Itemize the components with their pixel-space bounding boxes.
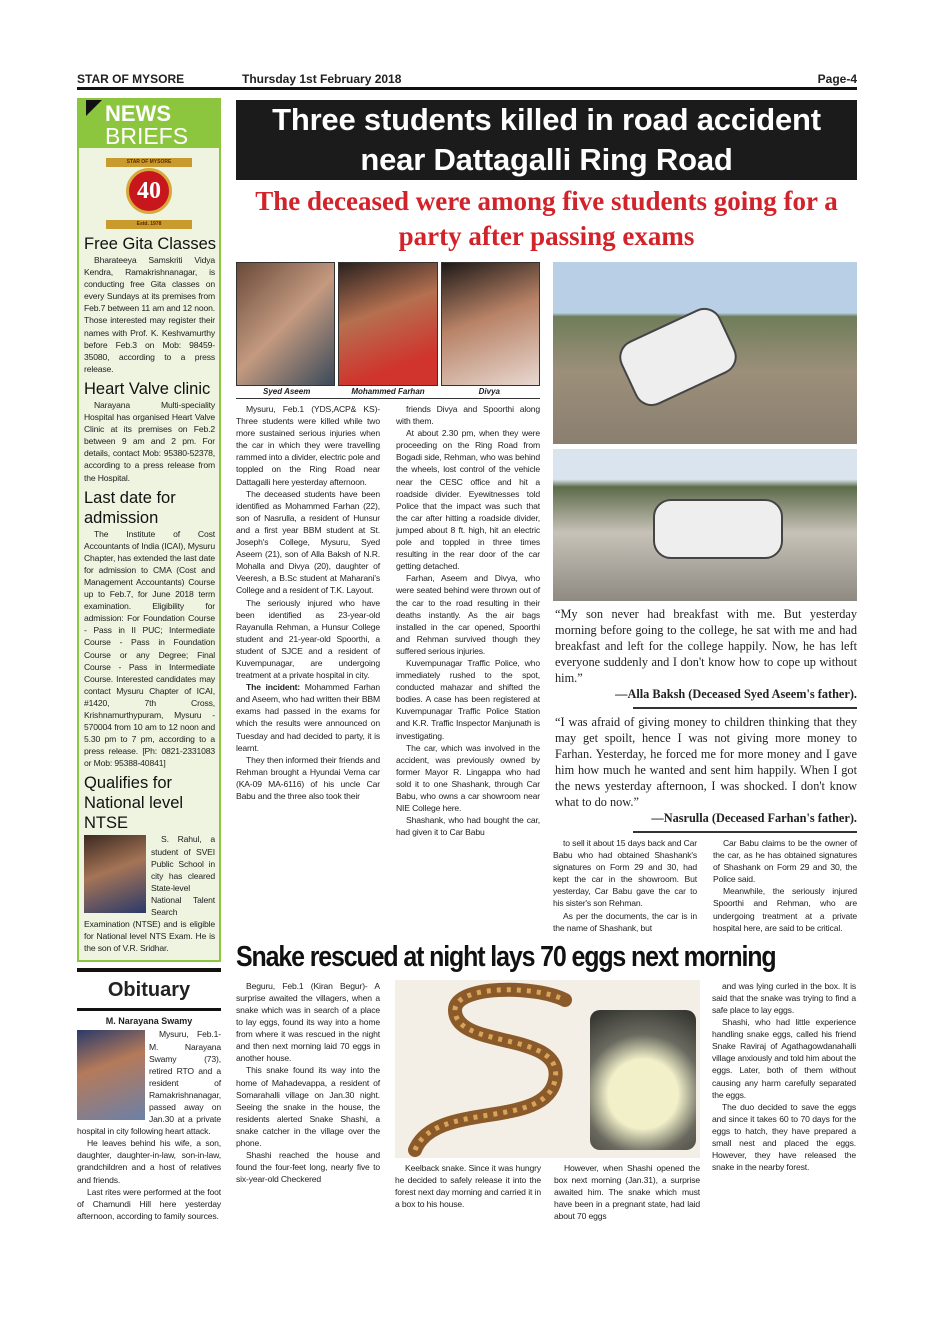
- paragraph: Beguru, Feb.1 (Kiran Begur)- A surprise awaited the villagers, when a snake which was in search of a place to lay eggs, found its way into a home from where it was rescued in the night and then next morning laid 70 eggs in another house.: [236, 980, 380, 1064]
- left-column: [77, 98, 221, 1222]
- paragraph: The car, which was involved in the accident, was previously owned by former Mayor R. Lingappa who had sold it to one Shashank, through Car Babu, who owns a car showroom near NIE College here.: [396, 742, 540, 814]
- snake-column-3: [554, 1162, 700, 1222]
- logo-ribbon-top: STAR OF MYSORE: [106, 158, 192, 167]
- brief-text: [79, 528, 219, 770]
- paragraph: S. Rahul, a student of SVEI Public School in city has cleared State-level National Talent Search Examination (NTSE) and is eligible for National level NTS Exam. He is the son of V.R. Sridhar.: [84, 834, 215, 954]
- brief-item: [79, 773, 219, 954]
- quote-text: “I was afraid of giving money to children thinking that they may get spoilt, hence I was not giving more money to Farhan. Yesterday, he forced me for more money and I gave him how much he wanted and sent him happily. When I got the news yesterday afternoon, I was shocked. I don't know what to do now.”: [555, 715, 857, 809]
- photo-mohammed-farhan: [338, 262, 437, 386]
- logo-ribbon-bottom: Estd. 1978: [106, 220, 192, 229]
- paragraph: [236, 681, 380, 754]
- caption: Syed Aseem: [263, 387, 311, 396]
- brief-item: [79, 234, 219, 375]
- caption: Divya: [478, 387, 500, 396]
- brief-title: Last date for admission: [84, 488, 176, 527]
- briefs-title-line2: BRIEFS: [105, 123, 189, 149]
- caption: Mohammed Farhan: [351, 387, 425, 396]
- photo-captions: [236, 386, 540, 399]
- paragraph: Mysuru, Feb.1- M. Narayana Swamy (73), retired RTO and a resident of Ramakrishnanagar, passed away on Jan.30 at a private hospital in city following heart attack.: [77, 1029, 221, 1137]
- main-content: [236, 100, 857, 1222]
- divider: [633, 831, 857, 833]
- accident-photo-2: [553, 449, 857, 601]
- paragraph: The duo decided to save the eggs and since it takes 60 to 70 days for the eggs to hatch, they have prepared a small nest and placed the eggs. However, they have released the snake in the nearby forest.: [712, 1101, 856, 1173]
- paragraph: Kuvempunagar Traffic Police, who immediately rushed to the spot, conducted mahazar and shifted the bodies. A case has been registered at Kuvempunagar Traffic Police Station and K.R. Traffic Inspector Manjunath is investigating.: [396, 657, 540, 741]
- quote-alla-baksh: [555, 606, 857, 702]
- brief-text: [79, 254, 219, 375]
- snake-photo: [395, 980, 700, 1158]
- paragraph: However, when Shashi opened the box next morning (Jan.31), a surprise awaited him. The snake which must have been in a pregnant state, had laid about 70 eggs: [554, 1162, 700, 1222]
- paragraph-lead: The incident:: [246, 682, 301, 693]
- student-photo: [84, 835, 146, 913]
- paragraph: friends Divya and Spoorthi along with them.: [396, 404, 540, 427]
- accident-article: [236, 262, 857, 934]
- main-subheadline: The deceased were among five students going for a party after passing exams: [255, 186, 838, 251]
- obituary-heading: Obituary: [77, 968, 221, 1011]
- paragraph: The seriously injured who have been identified as 23-year-old Rayanulla Rehman, a Hunsur College student and 21-year-old Spoorthi, a student of SJCE and a resident of Kuvempunagar, are undergoing treatment at a private hospital in city.: [236, 597, 380, 681]
- paragraph-text: Mohammed Farhan and Aseem, who had written their BBM exams had passed in the exams for which the results were announced on Tuesday and had decided to party, it is learnt.: [236, 682, 380, 753]
- logo-number: 40: [126, 168, 172, 214]
- brief-text: [79, 833, 219, 954]
- snake-column-1: [236, 980, 380, 1186]
- page-number: Page-4: [817, 72, 857, 86]
- brief-text: [79, 399, 219, 484]
- paragraph: Shashi, who had little experience handling snake eggs, called his friend Snake Raviraj of Agathagowdanahalli village anxiously and told him about the eggs. Later, both of them without causing any harm carefully separated the eggs.: [712, 1017, 857, 1100]
- news-briefs-header: [79, 100, 219, 148]
- paragraph: This snake found its way into the home of Mahadevappa, a resident of Somarahalli village on Jan.30 night. Seeing the snake in the house, the residents alerted Snake Shashi, a snake catcher in the village over the phone.: [236, 1065, 380, 1148]
- brief-item: [79, 379, 219, 484]
- snake-column-4: [712, 980, 856, 1174]
- paragraph: Last rites were performed at the foot of Chamundi Hill here yesterday afternoon, according to family sources.: [77, 1186, 221, 1221]
- snake-middle: [395, 980, 700, 1222]
- briefs-title-line1: NEWS: [105, 101, 171, 126]
- news-briefs-panel: [77, 98, 221, 962]
- corner-triangle-icon: [86, 100, 102, 116]
- snake-column-2: [395, 1162, 541, 1210]
- photo-divya: [441, 262, 540, 386]
- quote-attribution: —Nasrulla (Deceased Farhan's father).: [651, 811, 857, 825]
- snake-eggs-photo: [590, 1010, 696, 1150]
- briefs-list: [79, 234, 219, 954]
- paragraph: Meanwhile, the seriously injured Spoorthi and Rehman, who are undergoing treatment at a private hospital here, are said to be critical.: [713, 886, 857, 933]
- snake-headline-wrap: [236, 940, 857, 976]
- article-column-2: [396, 403, 540, 838]
- article-column-1: [236, 403, 380, 802]
- article-right: [553, 262, 857, 934]
- paragraph: to sell it about 15 days back and Car Babu who had obtained Shashank's signatures on Form 29 and 30, had kept the car in the showroom. But yesterday, Car Babu gave the car to his sister's son Rehman.: [553, 838, 697, 909]
- anniversary-logo: [106, 158, 192, 230]
- obituary-name: M. Narayana Swamy: [105, 1016, 193, 1027]
- paragraph: Narayana Multi-speciality Hospital has organised Heart Valve Clinic at its premises on Feb.2 between 9 am and 2 pm. For details, contact Mob: 95380-52378, according to a press release from the Hospital.: [84, 399, 215, 483]
- obituary-text: [77, 1028, 221, 1222]
- paragraph: At about 2.30 pm, when they were proceeding on the Ring Road from Bogadi side, Rehman, who was behind the wheels, lost control of the vehicle near the CESC office and hit a roadside divider. Eyewitnesses told Police that the impact was such that the car after hitting a roadside divider, jumped about 8 ft. high, hit an electric pole and toppled in three times resulting in the rear door of the car getting detached.: [396, 428, 540, 572]
- paragraph: They then informed their friends and Rehman brought a Hyundai Verna car (KA-09 MA-6116) of his uncle Car Babu and the three also took their: [236, 754, 380, 801]
- paragraph: Car Babu claims to be the owner of the car, as he has obtained signatures of Shashank on Form 29 and 30, the Police said.: [713, 838, 857, 885]
- article-left: [236, 262, 540, 838]
- paragraph: Shashi reached the house and found the four-feet long, nearly five to six-year-old Checkered: [236, 1150, 380, 1185]
- paragraph: The Institute of Cost Accountants of India (ICAI), Mysuru Chapter, has extended the last date for admission to CMA (Cost and Management Accountants) Course up to Feb.7, for June 2018 term examination. Eligibility for admission: For Foundation Course - Pass in II PUC; Intermediate Course - Pass in Foundation Course or any Degree; Final Course - Pass in Intermediate Course. Interested candidates may contact Mysuru Chapter of ICAI, #1420, 7th Cross, Krishnamurthypuram, Mysuru - 570004 from 10 am to 12 noon and 5.30 pm to 7 pm, according to a press release. [Ph: 0821-2331083 or Mob: 95388-40841]: [84, 528, 215, 769]
- quote-text: “My son never had breakfast with me. But yesterday morning before going to the college, he sat with me and had breakfast and left for the college happily. Now, he has left everyone suddenly and I don't know how to cope up without him.”: [555, 607, 857, 685]
- paragraph: He leaves behind his wife, a son, daughter, daughter-in-law, son-in-law, grandchildren and a host of relatives and friends.: [77, 1138, 221, 1185]
- paragraph: Keelback snake. Since it was hungry he decided to safely release it into the forest next day morning and carried it in a box to his house.: [395, 1162, 541, 1210]
- article-columns-right: [553, 837, 857, 934]
- paragraph: and was lying curled in the box. It is said that the snake was trying to find a safe place to lay eggs.: [712, 980, 856, 1015]
- snake-headline: Snake rescued at night lays 70 eggs next morning: [236, 940, 776, 973]
- snake-columns-middle: [395, 1162, 700, 1222]
- issue-date: Thursday 1st February 2018: [242, 72, 402, 86]
- obituary: [77, 1016, 221, 1222]
- masthead: [77, 72, 857, 90]
- paragraph: Farhan, Aseem and Divya, who were seated behind were thrown out of the car to the road resulting in their deaths instantly. As the air bags installed in the car opened, Spoorthi and Rehman survived though they suffered serious injuries.: [396, 573, 540, 656]
- obituary-photo: [77, 1030, 145, 1120]
- article-column-4: [713, 837, 857, 934]
- paragraph: The deceased students have been identified as Mohammed Farhan (22), son of Nasrulla, a resident of Hunsur and a first year BBM student at St. Joseph's College, Mysuru, Syed Aseem (21), son of Alla Baksh of N.R. Mohalla and Divya (20), daughter of Veeresh, a B.Sc student at Maharani's College and a resident of T.K. Layout.: [236, 488, 380, 596]
- brief-title: Heart Valve clinic: [84, 379, 211, 398]
- paragraph: Bharateeya Samskriti Vidya Kendra, Ramakrishnanagar, is conducting free Gita classes on every Sundays at its premises from Feb.7 between 11 am and 12 noon. Those interested may register their names with Prof. K. Keshvamurthy before Feb.3 on Mob: 98459-35080, according to a press release.: [84, 255, 215, 374]
- main-headline: Three students killed in road accident near Dattagalli Ring Road: [236, 100, 857, 180]
- snake-article: [236, 980, 857, 1222]
- paragraph: As per the documents, the car is in the name of Shashank, but: [553, 910, 697, 933]
- article-column-3: [553, 837, 697, 934]
- victim-photos: [236, 262, 540, 386]
- brief-item: [79, 488, 219, 770]
- paragraph: Mysuru, Feb.1 (YDS,ACP& KS)- Three students were killed while two more sustained serious injuries when the car in which they were travelling rammed into a divider, electric pole and toppled on the Ring Road near Dattagalli here yesterday afternoon.: [236, 404, 380, 487]
- article-columns-left: [236, 403, 540, 838]
- quote-nasrulla: [555, 714, 857, 826]
- quote-attribution: —Alla Baksh (Deceased Syed Aseem's father).: [615, 687, 857, 701]
- accident-photo-1: [553, 262, 857, 444]
- brief-title: Qualifies for National level NTSE: [84, 774, 184, 833]
- photo-syed-aseem: [236, 262, 335, 386]
- divider: [633, 707, 857, 709]
- paragraph: Shashank, who had bought the car, had given it to Car Babu: [396, 815, 540, 838]
- brief-title: Free Gita Classes: [84, 235, 217, 253]
- snake-illustration: [395, 980, 595, 1158]
- paper-name: STAR OF MYSORE: [77, 72, 185, 86]
